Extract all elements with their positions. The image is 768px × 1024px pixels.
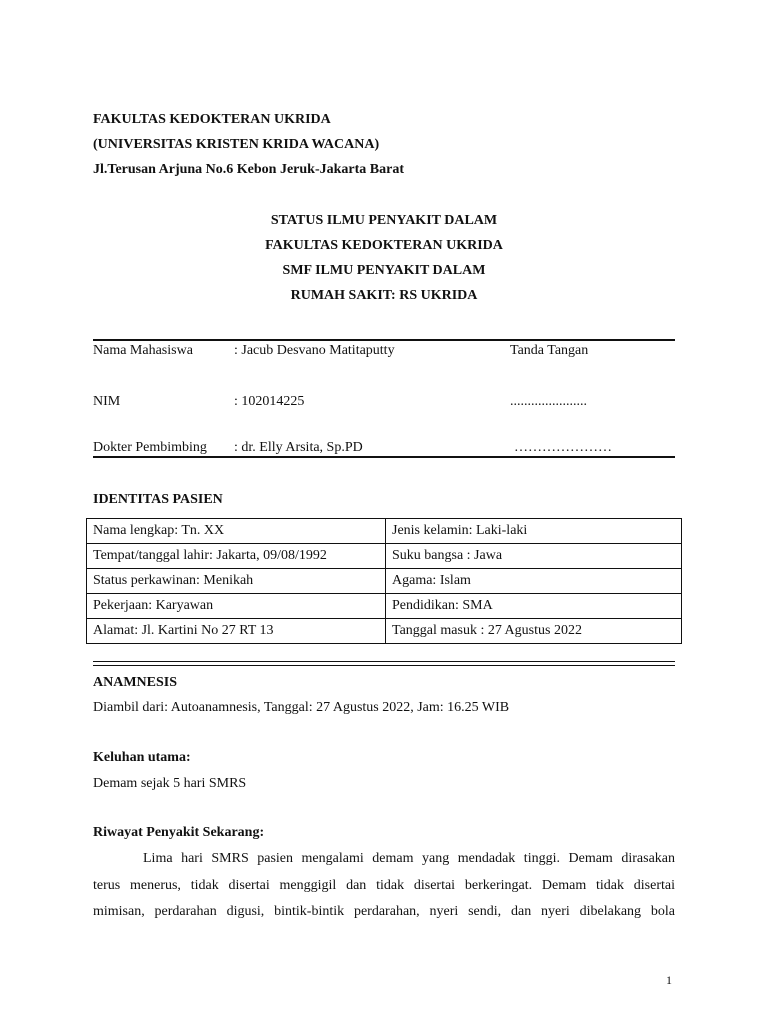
nim-value: : 102014225: [234, 394, 305, 409]
student-name-label: Nama Mahasiswa: [93, 343, 193, 358]
table-cell: Pekerjaan: Karyawan: [87, 594, 386, 619]
signature-label: Tanda Tangan: [510, 343, 589, 358]
table-row: [87, 619, 682, 644]
title-hospital: RUMAH SAKIT: RS UKRIDA: [290, 288, 478, 303]
divider-top: [93, 339, 675, 341]
title-smf: SMF ILMU PENYAKIT DALAM: [282, 263, 486, 278]
table-cell: Jenis kelamin: Laki-laki: [386, 519, 682, 544]
anamnesis-source: Diambil dari: Autoanamnesis, Tanggal: 27 Agustus 2022, Jam: 16.25 WIB: [93, 700, 510, 715]
identity-heading: IDENTITAS PASIEN: [93, 492, 223, 507]
signature-line-student: ......................: [510, 394, 587, 409]
table-row: [87, 544, 682, 569]
table-cell: Tanggal masuk : 27 Agustus 2022: [386, 619, 682, 644]
chief-complaint: Demam sejak 5 hari SMRS: [93, 776, 247, 791]
present-illness-line: mimisan, perdarahan digusi, bintik-bintik perdarahan, nyeri sendi, dan nyeri dibelakang bola: [93, 904, 675, 919]
table-cell: Tempat/tanggal lahir: Jakarta, 09/08/1992: [87, 544, 386, 569]
university-name: (UNIVERSITAS KRISTEN KRIDA WACANA): [93, 137, 380, 152]
signature-line-supervisor: …………………: [514, 440, 612, 455]
present-illness-text: [93, 846, 675, 926]
table-cell: Nama lengkap: Tn. XX: [87, 519, 386, 544]
double-divider-top: [93, 661, 675, 662]
student-name-value: : Jacub Desvano Matitaputty: [234, 343, 395, 358]
divider-bottom: [93, 456, 675, 458]
present-illness-line: Lima hari SMRS pasien mengalami demam yang mendadak tinggi. Demam dirasakan: [143, 851, 675, 866]
faculty-name: FAKULTAS KEDOKTERAN UKRIDA: [93, 112, 331, 127]
table-cell: Alamat: Jl. Kartini No 27 RT 13: [87, 619, 386, 644]
table-cell: Agama: Islam: [386, 569, 682, 594]
table-cell: Suku bangsa : Jawa: [386, 544, 682, 569]
title-faculty: FAKULTAS KEDOKTERAN UKRIDA: [265, 238, 503, 253]
present-illness-heading: Riwayat Penyakit Sekarang:: [93, 825, 265, 840]
table-row: [87, 594, 682, 619]
table-row: [87, 519, 682, 544]
document-title: STATUS ILMU PENYAKIT DALAM: [270, 213, 498, 228]
table-cell: Pendidikan: SMA: [386, 594, 682, 619]
identity-table: [86, 518, 682, 644]
address: Jl.Terusan Arjuna No.6 Kebon Jeruk-Jakarta Barat: [93, 162, 405, 177]
anamnesis-heading: ANAMNESIS: [93, 675, 178, 690]
supervisor-label: Dokter Pembimbing: [93, 440, 207, 455]
nim-label: NIM: [93, 394, 121, 409]
double-divider-bottom: [93, 665, 675, 666]
table-cell: Status perkawinan: Menikah: [87, 569, 386, 594]
page-number: 1: [666, 973, 672, 987]
table-row: [87, 569, 682, 594]
chief-complaint-heading: Keluhan utama:: [93, 750, 191, 765]
present-illness-line: terus menerus, tidak disertai menggigil dan tidak disertai berkeringat. Demam tidak disertai: [93, 877, 675, 893]
supervisor-value: : dr. Elly Arsita, Sp.PD: [234, 440, 363, 455]
